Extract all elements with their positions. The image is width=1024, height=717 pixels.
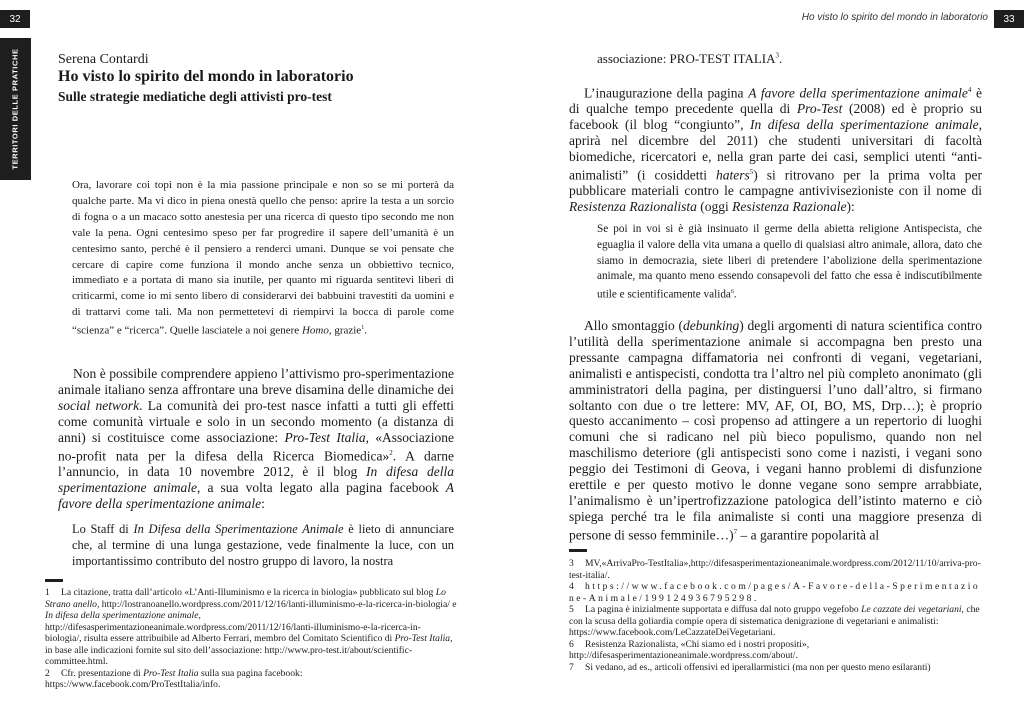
article-subtitle: Sulle strategie mediatiche degli attivisti pro-test [58,89,332,104]
block-quote: Lo Staff di In Difesa della Sperimentazione Animale è lieto di annunciare che, al termine di una lunga gestazione, vede finalmente la luce, con un importantissimo contributo del nostro gruppo di lavoro, la nostra [72,522,455,568]
article-title: Ho visto lo spirito del mondo in laboratorio [58,68,354,85]
body-paragraph: Allo smontaggio (debunking) degli argomenti di natura scientifica contro l’utilità della sperimentazione animale si accompagna ben presto una pressante campagna diffamatoria nei confronti di vegani, vegetariani, animalisti e antispecisti, condotta tra l’altro nel più completo anonimato (gli amministratori della pagina, per distinguersi l’uno dall’altro, si firmano soltanto con due o tre lettere: MV, AF, OI, BO, MS, Drp…); è proprio questo accanimento – così propenso ad attingere a un repertorio di luoghi comuni che si radicano nel più bieco populismo, quando non nel maschilismo deteriore (gli antispecisti sono come i nazisti, i vegani sono peggio dei Testimoni di Geova, i vegani hanno problemi di disfunzione erettile e per questo motivo le donne vegane sono sempre arrabbiate, l’animalismo è un’ipertrofizzazione patologica dell’istinto materno e ciò spiega perché tra le fila animaliste si conti una maggiore presenza di persone di sesso femminile…)$^7$ – a garantire popolarità al [569,318,982,543]
footnote-divider [569,549,587,552]
footnote: 4 https://www.facebook.com/pages/A-Favore-della-Sperimentazione-Animale/199124936795298. [569,581,981,604]
footnote: 1 La citazione, tratta dall’articolo «L’Anti-Illuminismo e la ricerca in biologia» pubblicato sul blog Lo Strano anello, http://lostranoanello.wordpress.com/2011/12/16/lanti-illuminismo-e-la-ricerca-in-biologia/ e In difesa della sperimentazione animale, http://difesasperimentazioneanimale.wordpress.com/2011/12/16/lanti-illuminismo-e-la-ricerca-in-biologia/, risulta essere attribuibile ad Alberto Ferrari, membro del Comitato Scientifico di Pro-Test Italia, in base alle indicazioni fornite sul sito dell’associazione: http://www.pro-test.it/about/scientific-committee.html. [45,587,457,667]
epigraph: Ora, lavorare coi topi non è la mia passione principale e non so se mi porterà da qualche parte. Ma vi dico in piena onestà quello che penso: aprire la testa a un sorcio di fogna o a un macaco sotto anestesia per una ricerca di questo tipo secondo me non vale la pena. Ogni centesimo speso per far progredire il sapere dell’umanità è un centesimo santo, perché è il pensiero a renderci umani. Dunque se voi pensate che cercare di capire come funziona il mondo anche senza un obbiettivo tecnico, immediato e a portata di mano sia inutile, per quanto mi riguarda sentitevi liberi di criticarmi, come io mi sento libero di considerarvi dei babbuini travestiti da uomini e di trattarvi come tali. Ma non permettetevi di riempirvi la bocca di parole come “scienza” e “ricerca”. Quelle lasciatele a noi genere Homo, grazie$^1$. [72,179,454,337]
article-author: Serena Contardi [58,52,149,67]
continued-line: associazione: PRO-TEST ITALIA$^3$. [597,51,783,66]
footnotes [569,558,982,673]
block-quote: Se poi in voi si è già insinuato il germe della abietta religione Antispecista, che eguaglia il valore della vita umana a quello di qualsiasi altro animale, allora, dato che siamo in democrazia, siete liberi di pretendere l’abolizione della sperimentazione animale, ma quanto meno essendo consapevoli del fatto che essa è indiscutibilmente utile e scientificamente valida$^6$. [597,223,982,301]
footnote-divider [45,579,63,582]
footnote: 2 Cfr. presentazione di Pro-Test Italia sulla sua pagina facebook: https://www.facebook.com/ProTestItalia/info. [45,667,303,690]
footnote: 7 Si vedano, ad es., articoli offensivi ed iperallarmistici (ma non per questo meno esilaranti) [569,661,931,673]
footnote: 6 Resistenza Razionalista, «Chi siamo ed i nostri propositi», http://difesasperimentazioneanimale.wordpress.com/about/. [569,638,810,661]
right-page [512,0,1024,717]
running-head: Ho visto lo spirito del mondo in laboratorio [801,12,988,23]
footnote: 5 La pagina è inizialmente supportata e diffusa dal noto gruppo vegefobo Le cazzate dei vegetariani, che con la scusa della goliardia compie opera di sistematica denigrazione di vegetariani e animalisti: https://www.facebook.com/LeCazzateDeiVegetariani. [569,604,980,638]
section-side-tab-label: TERRITORI DELLE PRATICHE [10,48,20,170]
page-number: 33 [994,10,1024,28]
section-side-tab [0,38,31,180]
body-paragraph: L’inaugurazione della pagina A favore della sperimentazione animale$^4$ è di qualche tempo precedente quella di Pro-Test (2008) ed è proprio su facebook (il blog “congiunto”, In difesa della sperimentazione animale, aprirà nel dicembre del 2011) che studenti universitari di facoltà biomediche, ricercatori e, nella gran parte dei casi, semplici utenti “anti-animalisti” (i cosiddetti haters$^5$) si ritrovano per la prima volta per pubblicare materiali contro le campagne antivivisezioniste con il nome di Resistenza Razionalista (oggi Resistenza Razionale): [569,85,983,215]
page-number: 32 [0,10,30,28]
body-paragraph: Non è possibile comprendere appieno l’attivismo pro-sperimentazione animale italiano senza affrontare una breve disamina delle dinamiche dei social network. La comunità dei pro-test nasce infatti a tutti gli effetti come comunità virtuale e solo in un secondo momento (a distanza di anni) si costituisce come associazione: Pro-Test Italia, «Associazione no-profit nata per la difesa della Ricerca Biomedica»$^2$. A darne l’annuncio, in data 10 novembre 2012, è il blog In difesa della sperimentazione animale, a sua volta legato alla pagina facebook A favore della sperimentazione animale: [58,366,454,511]
footnotes [45,587,457,691]
footnote: 3 MV,«ArrivaPro-TestItalia»,http://difesasperimentazioneanimale.wordpress.com/2012/11/10/arriva-pro-test-italia/. [569,558,981,581]
